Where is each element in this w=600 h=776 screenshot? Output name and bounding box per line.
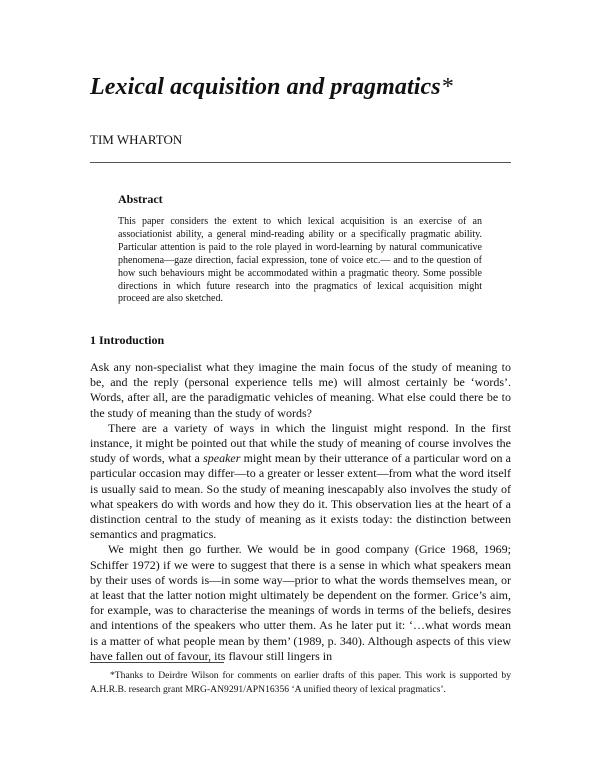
- body-text: [90, 360, 511, 664]
- footnote: *Thanks to Deirdre Wilson for comments on earlier drafts of this paper. This work is supported by A.H.R.B. research grant MRG-AN9291/APN16356 ‘A unified theory of lexical pragmatics’.: [90, 670, 511, 695]
- paragraph-2-part-a: There are a variety of ways in which the linguist might respond. In the first instance, it might be pointed out that while the study of meaning of course involves the study of words, what a: [90, 420, 511, 466]
- abstract-heading: Abstract: [118, 192, 163, 206]
- title-footnote-mark: *: [440, 74, 453, 100]
- paragraph-2: [90, 421, 511, 543]
- title-text: Lexical acquisition and pragmatics: [90, 74, 441, 100]
- footnote-divider: [90, 662, 224, 663]
- paper-title: [90, 74, 453, 101]
- emphasis-speaker: speaker: [203, 451, 241, 466]
- paragraph-1: Ask any non-specialist what they imagine the main focus of the study of meaning to be, and the reply (personal experience tells me) will almost certainly be ‘words’. Words, after all, are the paradigmatic vehicles of meaning. What else could there be to the study of meaning than the study of words?: [90, 360, 511, 420]
- author-name: TIM WHARTON: [90, 132, 183, 147]
- paragraph-2-part-b: might mean by their utterance of a particular word on a particular occasion may differ—to a greater or lesser extent—from what the word itself is usually said to mean. So the study of meaning inescapably also involves the study of what speakers do with words and how they do it. This observation lies at the heart of a distinction central to the study of meaning as it exists today: the distinction between semantics and pragmatics.: [90, 451, 512, 542]
- section-heading: 1 Introduction: [90, 333, 165, 347]
- abstract-text: This paper considers the extent to which lexical acquisition is an exercise of an associationist ability, a general mind-reading ability or a specifically pragmatic ability. Particular attention is paid to the role played in word-learning by natural communicative phenomena—gaze direction, facial expression, tone of voice etc.— and to the question of how such behaviours might be accommodated within a pragmatic theory. Some possible directions in which future research into the pragmatics of lexical acquisition might proceed are also sketched.: [118, 216, 482, 305]
- title-divider: [90, 162, 511, 163]
- paragraph-3: We might then go further. We would be in good company (Grice 1968, 1969; Schiffer 1972) if we were to suggest that there is a sense in which what speakers mean by their uses of words is—in some way—prior to what the words themselves mean, or at least that the latter notion might ultimately be dependent on the former. Grice’s aim, for example, was to characterise the meanings of words in terms of the beliefs, desires and intentions of the speakers who utter them. As he later put it: ‘…what words mean is a matter of what people mean by them’ (1989, p. 340). Although aspects of this view have fallen out of favour, its flavour still lingers in: [90, 542, 511, 663]
